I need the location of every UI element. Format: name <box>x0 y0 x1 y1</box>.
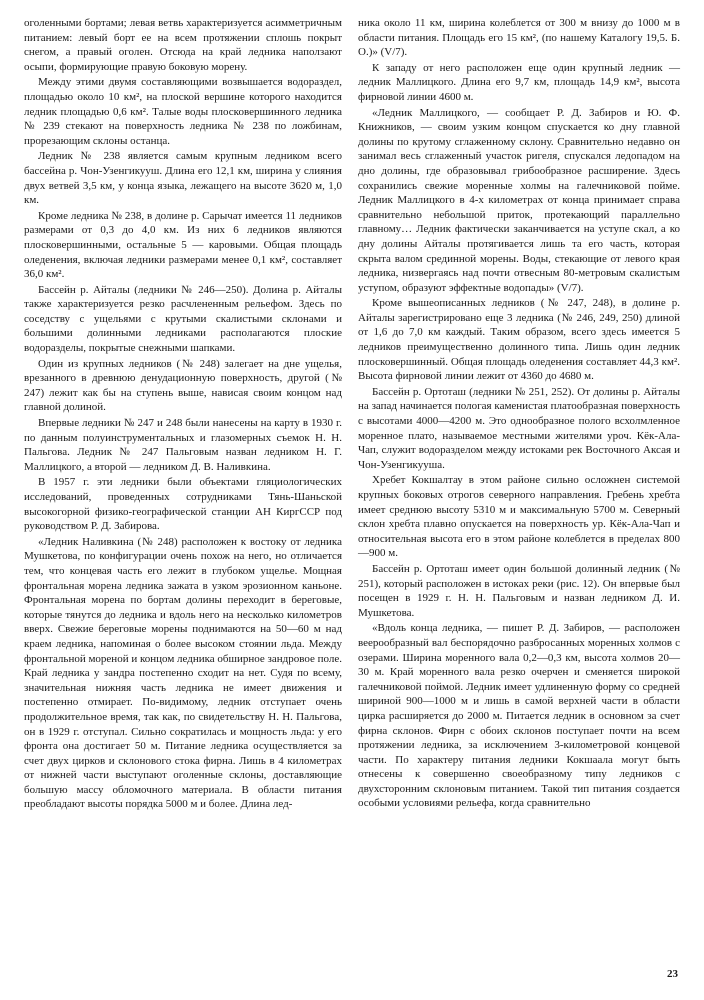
paragraph: Между этими двумя составляющими возвышается водораздел, площадью около 10 км², на плоской вершине которого находится ледник площадью 0,6 км². Талые воды плосковершинного ледника № 239 стекают на поверхность ледника № 238 по ложбинам, прорезающим склоны останца. <box>24 76 342 147</box>
paragraph: «Вдоль конца ледника, — пишет Р. Д. Забиров, — расположен веерообразный вал беспорядочно разбросанных моренных холмов с озерами. Ширина моренного вала 0,2—0,3 км, высота холмов 20—30 м. Край моренного вала резко очерчен и сменяется широкой галечниковой поймой. Ледник имеет удлиненную форму со средней шириной 900—1000 м и лишь в самой верхней части в области цирка расширяется до 2000 м. Питается ледник в основном за счет фирна склонов. Фирн с обоих склонов поступает почти на всем протяжении ледника, за исключением 3-километровой концевой части. По характеру питания ледники Кокшаала могут быть отнесены к совершенно своеобразному типу ледников с двухсторонним склоновым питанием. Такой тип питания создается особыми условиями рельефа, когда сравнительно <box>358 622 680 810</box>
paragraph: Бассейн р. Ортоташ имеет один большой долинный ледник (№ 251), который расположен в истоках реки (рис. 12). Он впервые был посещен в 1929 г. Н. Н. Пальговым и назван ледником Д. И. Мушкетова. <box>358 562 680 619</box>
paragraph: К западу от него расположен еще один крупный ледник — ледник Маллицкого. Длина его 9,7 км, площадь 14,9 км², высота фирновой линии 4600 м. <box>358 61 680 103</box>
paragraph: Бассейн р. Ортоташ (ледники № 251, 252). От долины р. Айталы на запад начинается пологая каменистая платообразная поверхность с высотами 4000—4200 м. Это однообразное полого всхолмленное моренное плато, называемое местными жителями уроч. Кёк-Ала-Чап, служит водоразделом между истоками рек Восточного Аксая и Чон-Узенгикууша. <box>358 385 680 471</box>
paragraph: Кроме вышеописанных ледников (№ 247, 248), в долине р. Айталы зарегистрировано еще 3 ледника (№ 246, 249, 250) длиной от 1,6 до 7,0 км каждый. Таким образом, всего здесь имеется 5 ледников преимущественно долинного типа. Лишь один ледник плосковершинный. Общая площадь оледенения составляет 44,3 км². Высота фирновой линии лежит от 4360 до 4680 м. <box>358 297 680 383</box>
paragraph: Один из крупных ледников (№ 248) залегает на дне ущелья, врезанного в древнюю денудационную поверхность, другой (№ 247) лежит как бы на ступень выше, нависая своим концом над главной долиной. <box>24 357 342 414</box>
paragraph: «Ледник Маллицкого, — сообщает Р. Д. Забиров и Ю. Ф. Книжников, — своим узким концом спускается ко дну главной долины по крутому сглаженному склону. Сравнительно недавно он занимал весь сглаженный участок ригеля, спускался ледопадом на дно долины, где образовывал грибообразное расширение. Здесь сохранились свежие моренные холмы на галечниковой пойме. Ледник Маллицкого в 4-х километрах от конца принимает справа сравнительно небольшой приток, протекающий параллельно главному… Ледник фактически заканчивается на уступе скал, а ко дну долины Айталы протягивается лишь та его часть, которая скрыта валом срединной морены. Воды, стекающие от левого края ледника, низвергаясь над почти отвесным 80-метровым скалистым уступом, образуют эффектные водопады» (V/7). <box>358 106 680 294</box>
left-column <box>24 16 342 813</box>
paragraph: Кроме ледника № 238, в долине р. Сарычат имеется 11 ледников размерами от 0,3 до 4,0 км. Из них 6 ледников являются плосковершинными, остальные 5 — каровыми. Общая площадь оледенения, включая ледники размерами менее 0,1 км², составляет 36,0 км². <box>24 209 342 281</box>
page-number: 23 <box>667 968 678 980</box>
paragraph: оголенными бортами; левая ветвь характеризуется асимметричным питанием: левый борт ее на всем протяжении сплошь покрыт снегом, а правый оголен. Отсюда на край ледника наползают осыпи, формирующие правую боковую морену. <box>24 17 342 73</box>
paragraph: В 1957 г. эти ледники были объектами гляциологических исследований, проведенных сотрудниками Тянь-Шаньской высокогорной физико-географической станции АН КиргССР под руководством Р. Д. Забирова. <box>24 476 342 533</box>
paragraph: Ледник № 238 является самым крупным ледником всего бассейна р. Чон-Узенгикууш. Длина его 12,1 км, ширина у слияния двух ветвей 3,5 км, у конца языка, лежащего на высоте 3620 м, 1,0 км. <box>24 150 342 207</box>
paragraph: Хребет Кокшалтау в этом районе сильно осложнен системой крупных боковых отрогов северного направления. Гребень хребта имеет среднюю высоту 5310 м и максимальную 5700 м. Северный склон хребта плавно опускается на поверхность ур. Кёк-Ала-Чап и относительная высота его в этом районе колеблется в пределах 800—900 м. <box>358 474 680 560</box>
paragraph: Бассейн р. Айталы (ледники № 246—250). Долина р. Айталы также характеризуется резко расчлененным рельефом. Здесь по соседству с ущельями с крутыми скалистыми склонами и большими долинными ледниками располагаются плоские водоразделы, покрытые снежными шапками. <box>24 283 342 355</box>
paragraph: Впервые ледники № 247 и 248 были нанесены на карту в 1930 г. по данным полуинструментальных и глазомерных съемок Н. Н. Пальгова. Ледник № 247 Пальговым назван ледником Н. Г. Маллицкого, а второй — ледником Д. В. Наливкина. <box>24 417 342 473</box>
paragraph: ника около 11 км, ширина колеблется от 300 м внизу до 1000 м в области питания. Площадь его 15 км², (по нашему Каталогу 19,5. Б. О.)» (V/7). <box>358 17 680 59</box>
paragraph: «Ледник Наливкина (№ 248) расположен к востоку от ледника Мушкетова, по конфигурации очень похож на него, но отличается тем, что концевая часть его лежит в глубоком ущелье. Мощная фронтальная морена ледника зажата в узком эрозионном каньоне. Фронтальная морена по бортам долины переходит в береговые, которые тянутся до ледника и вдоль него на несколько километров вверх. Свежие береговые морены поднимаются на 50—60 м над краем ледника, напоминая о более высоком стоянии льда. Между фронтальной мореной и концом ледника обширное зандровое поле. Край ледника у зандра постепенно сходит на нет. Судя по всему, значительная нижняя часть ледника не имеет движения и постепенно отмирает. По-видимому, ледник отступает очень продолжительное время, так как, по свидетельству Н. Н. Пальгова, он в 1929 г. отступал. Сильно сократилась и мощность льда: у его фронта она достигает 50 м. Питание ледника осуществляется за счет двух цирков и склонового стока фирна. Лишь в 4 километрах от нижней части выступают оголенные склоны, доставляющие большую массу обломочного материала. В области питания преобладают высоты порядка 5000 м и более. Длина лед- <box>24 535 343 811</box>
right-column <box>358 16 680 812</box>
